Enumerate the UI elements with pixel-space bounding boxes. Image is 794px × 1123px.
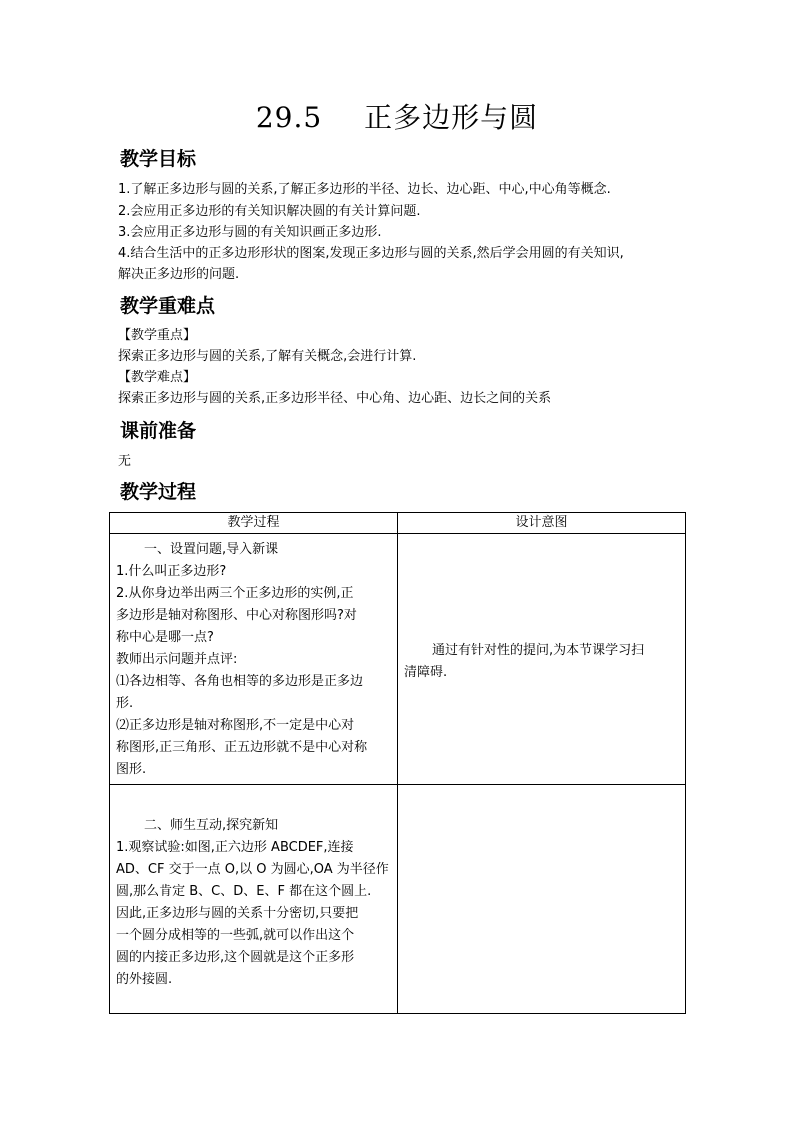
cell-line: 2.从你身边举出两三个正多边形的实例,正	[116, 586, 354, 601]
difficult-point-label: 【教学难点】	[118, 370, 197, 385]
cell-line: ⑵正多边形是轴对称图形,不一定是中心对	[116, 718, 355, 733]
intent-line: 清障碍.	[404, 665, 448, 680]
intent-cell	[398, 534, 686, 785]
table-row	[110, 785, 686, 1014]
cell-line: 多边形是轴对称图形、中心对称图形吗?对	[116, 608, 357, 623]
process-heading: 教学过程	[120, 481, 197, 503]
objective-item: 4.结合生活中的正多边形形状的图案,发现正多边形与圆的关系,然后学会用圆的有关知识,	[118, 246, 624, 261]
cell-line: 的外接圆.	[116, 972, 173, 987]
key-points-heading: 教学重难点	[120, 295, 216, 317]
objectives-heading: 教学目标	[120, 148, 197, 170]
table-header-row	[110, 513, 686, 534]
cell-line: 图形.	[116, 762, 147, 777]
intent-line: 通过有针对性的提问,为本节课学习扫	[432, 643, 645, 658]
difficult-point-text: 探索正多边形与圆的关系,正多边形半径、中心角、边心距、边长之间的关系	[118, 391, 552, 406]
preparation-text: 无	[118, 454, 132, 469]
objective-item: 1.了解正多边形与圆的关系,了解正多边形的半径、边长、边心距、中心,中心角等概念.	[118, 182, 611, 197]
process-table	[109, 512, 686, 1014]
column-header-process: 教学过程	[110, 513, 398, 534]
cell-line: 教师出示问题并点评:	[116, 652, 238, 667]
cell-line: AD、CF 交于一点 O,以 O 为圆心,OA 为半径作	[116, 862, 389, 877]
cell-line: ⑴各边相等、各角也相等的多边形是正多边	[116, 674, 364, 689]
objective-item: 解决正多边形的问题.	[118, 267, 240, 282]
cell-line: 一个圆分成相等的一些弧,就可以作出这个	[116, 928, 355, 943]
row-heading: 二、师生互动,探究新知	[144, 818, 279, 833]
table-row	[110, 534, 686, 785]
row-heading: 一、设置问题,导入新课	[144, 542, 279, 557]
cell-line: 称图形,正三角形、正五边形就不是中心对称	[116, 740, 368, 755]
cell-line: 称中心是哪一点?	[116, 630, 214, 645]
cell-line: 圆,那么肯定 B、C、D、E、F 都在这个圆上.	[116, 884, 372, 899]
objective-item: 2.会应用正多边形的有关知识解决圆的有关计算问题.	[118, 204, 421, 219]
cell-line: 因此,正多边形与圆的关系十分密切,只要把	[116, 906, 359, 921]
intent-cell-empty	[398, 785, 686, 1014]
cell-line: 1.观察试验:如图,正六边形 ABCDEF,连接	[116, 840, 354, 855]
cell-line: 形.	[116, 696, 134, 711]
process-cell	[110, 534, 398, 785]
preparation-heading: 课前准备	[120, 420, 197, 442]
section-number: 29.5	[255, 101, 323, 134]
process-cell	[110, 785, 398, 1014]
cell-line: 圆的内接正多边形,这个圆就是这个正多形	[116, 950, 355, 965]
cell-line: 1.什么叫正多边形?	[116, 564, 227, 579]
objective-item: 3.会应用正多边形与圆的有关知识画正多边形.	[118, 225, 382, 240]
column-header-intent: 设计意图	[398, 513, 686, 534]
page-title	[0, 100, 794, 136]
key-point-label: 【教学重点】	[118, 328, 197, 343]
key-point-text: 探索正多边形与圆的关系,了解有关概念,会进行计算.	[118, 349, 417, 364]
title-text: 正多边形与圆	[364, 101, 539, 134]
